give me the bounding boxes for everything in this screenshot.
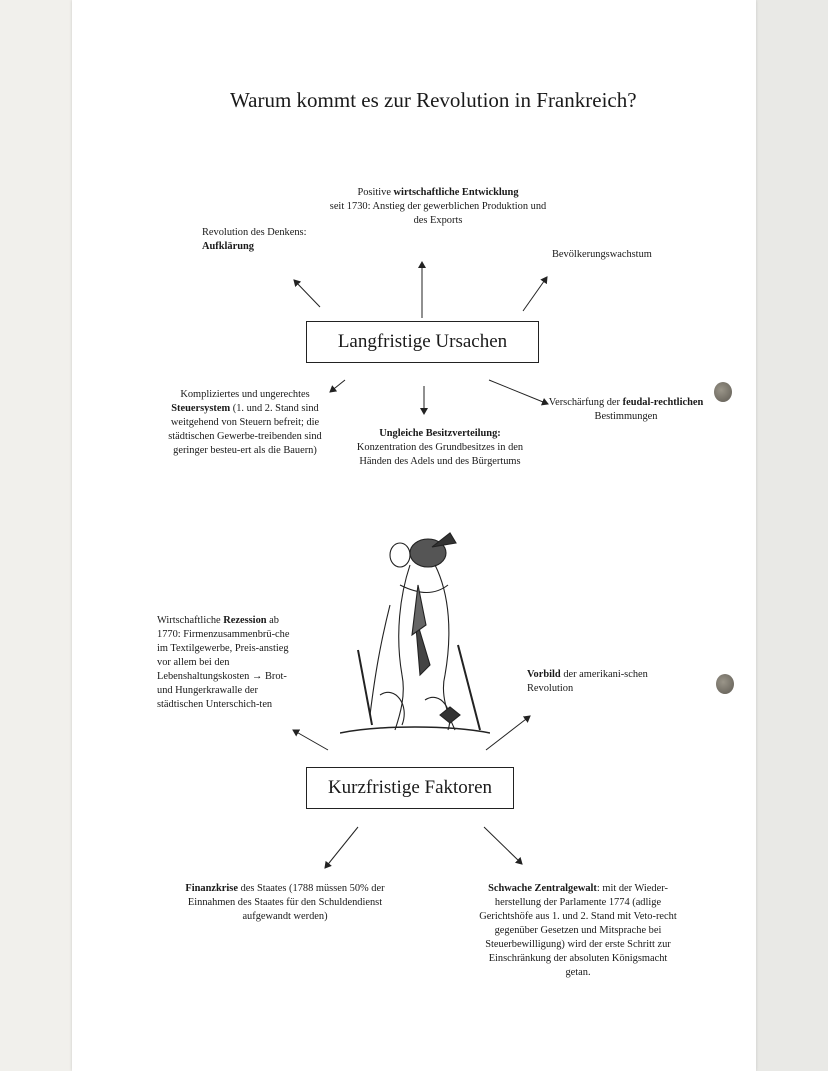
america-rest: der amerikani-schen Revolution [527, 669, 648, 694]
finance-rest: des Staates (1788 müssen 50% der Einnahmen des Staates für den Schuldendienst aufgewandt werden) [187, 883, 385, 922]
economy-rest: seit 1730: Anstieg der gewerblichen Produktion und des Exports [329, 201, 547, 226]
feudal-prefix: Verschärfung der [548, 397, 621, 408]
tax-rest: (1. und 2. Stand sind weitgehend von Steuern befreit; die städtischen Gewerbe-treibenden sind geringer besteu-ert als die Bauern) [168, 403, 322, 456]
arrow-to-finance [325, 827, 358, 868]
economy-bold: wirtschaftliche Entwicklung [393, 187, 519, 198]
right-arrow-icon: → [251, 671, 263, 682]
recession-bold: Rezession [223, 615, 267, 626]
arrow-to-central-power [484, 827, 522, 864]
page-title: Warum kommt es zur Revolution in Frankreich? [230, 88, 637, 112]
long-term-causes-box: Langfristige Ursachen [306, 321, 539, 363]
recession-rest2: Brot- und Hungerkrawalle der städtischen Unterschich-ten [157, 671, 287, 710]
economy-prefix: Positive [357, 187, 394, 198]
central-rest: : mit der Wieder-herstellung der Parlamente 1774 (adlige Gerichtshöfe aus 1. und 2. Stand mit Veto-recht gegenüber Gesetzen und Mitsprache bei Steuerbewilligung) wird der erste Schritt zur Einschränkung der absoluten Königsmacht getan. [479, 883, 677, 978]
tax-prefix: Kompliziertes und ungerechtes [180, 389, 310, 400]
arrow-to-population [523, 277, 547, 311]
feudal-rest: Bestimmungen [594, 411, 658, 422]
arrow-to-america [486, 716, 530, 750]
central-bold: Schwache Zentralgewalt [488, 883, 597, 894]
punch-hole-bottom [716, 674, 734, 694]
property-bold: Ungleiche Besitzverteilung: [379, 428, 501, 439]
thinking-line: Revolution des Denkens: [202, 227, 307, 238]
short-term-factors-box: Kurzfristige Faktoren [306, 767, 514, 809]
thinking-bold: Aufklärung [202, 241, 254, 252]
punch-hole-top [714, 382, 732, 402]
arrow-to-enlightenment [294, 280, 320, 307]
arrow-to-feudal [489, 380, 548, 404]
feudal-bold: feudal-rechtlichen [622, 397, 704, 408]
population-text: Bevölkerungswachstum [552, 249, 652, 260]
arrow-to-tax [330, 380, 345, 392]
recession-rest: ab 1770: Firmenzusammenbrü-che im Textilgewerbe, Preis-anstieg vor allem bei den Lebenshaltungskosten [157, 615, 290, 682]
tax-bold: Steuersystem [171, 403, 231, 414]
arrow-to-recession [293, 730, 328, 750]
recession-prefix: Wirtschaftliche [157, 615, 221, 626]
finance-bold: Finanzkrise [185, 883, 238, 894]
america-bold: Vorbild [527, 669, 561, 680]
property-rest: Konzentration des Grundbesitzes in den Händen des Adels und des Bürgertums [356, 442, 524, 467]
